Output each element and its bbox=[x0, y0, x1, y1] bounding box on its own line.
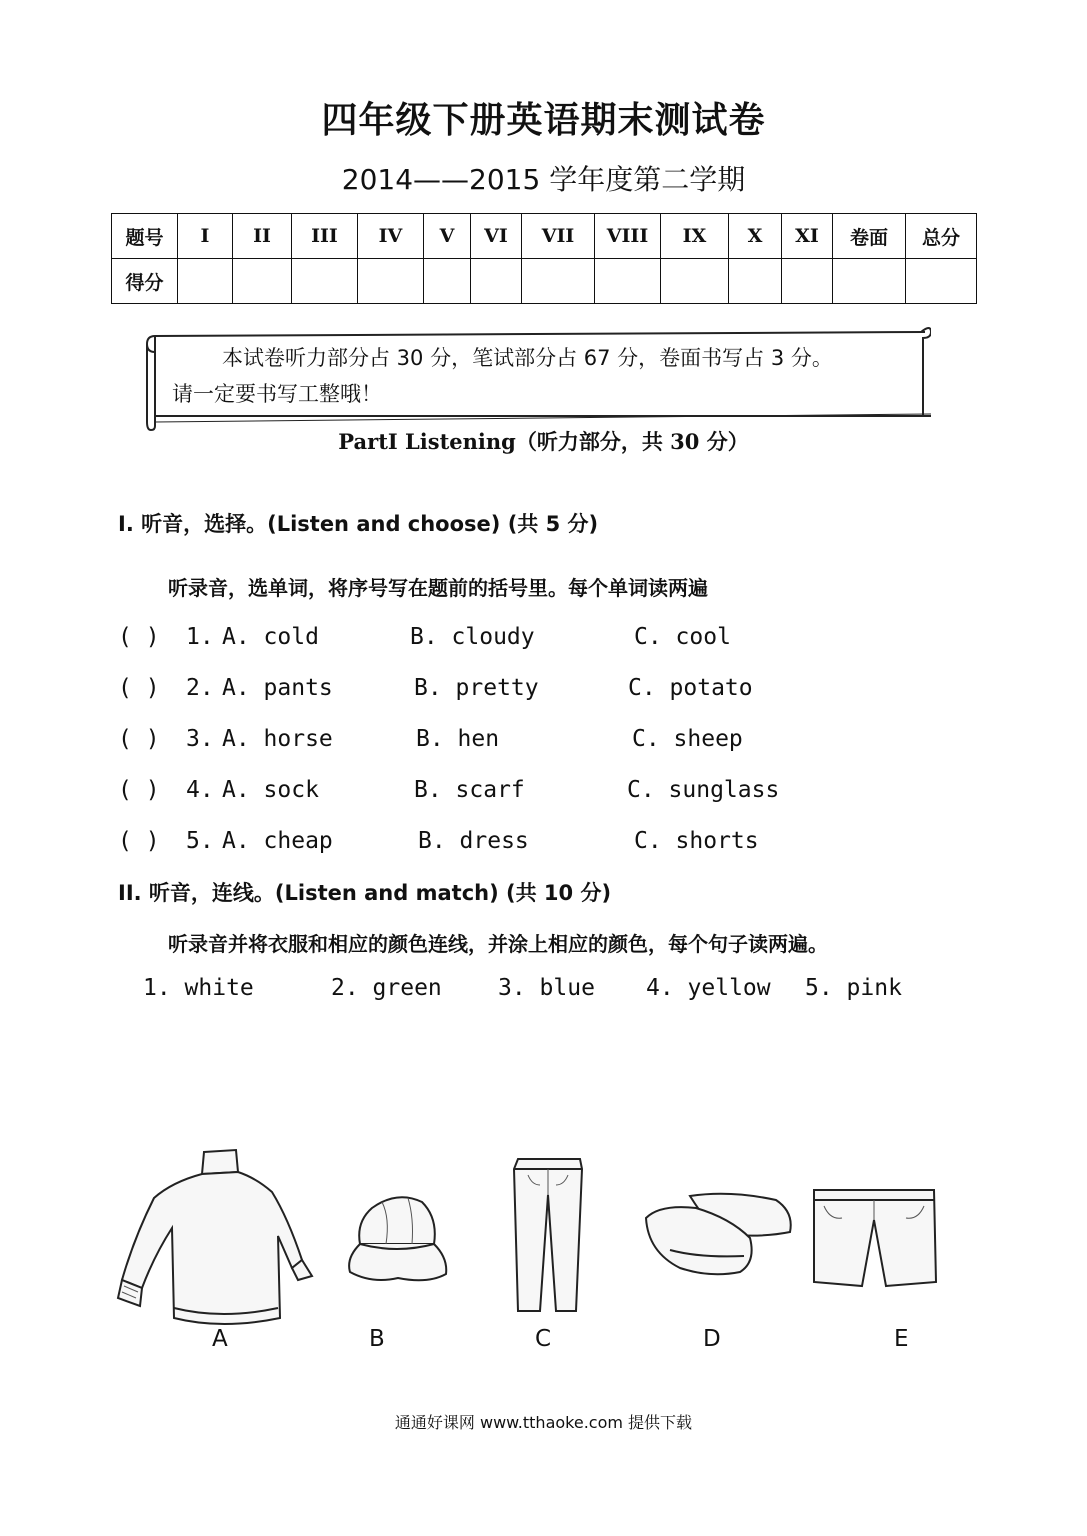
shoes-icon[interactable] bbox=[640, 1188, 796, 1284]
score-column-header: X bbox=[729, 214, 782, 259]
note-line-1: 本试卷听力部分占 30 分，笔试部分占 67 分，卷面书写占 3 分。 bbox=[222, 346, 833, 370]
score-cell[interactable] bbox=[595, 259, 661, 304]
sweater-icon[interactable] bbox=[112, 1148, 322, 1332]
score-column-header: VII bbox=[522, 214, 595, 259]
section-2-heading: II. 听音，连线。(Listen and match) (共 10 分) bbox=[118, 881, 612, 905]
question-row bbox=[0, 726, 1087, 766]
score-table-header-label: 题号 bbox=[112, 214, 178, 259]
score-column-header: IX bbox=[661, 214, 729, 259]
exam-note bbox=[172, 340, 922, 412]
score-cell[interactable] bbox=[522, 259, 595, 304]
option-c: C. sheep bbox=[632, 726, 743, 752]
section-2-instruction: 听录音并将衣服和相应的颜色连线，并涂上相应的颜色，每个句子读两遍。 bbox=[168, 932, 828, 956]
score-cell[interactable] bbox=[358, 259, 424, 304]
option-b: B. cloudy bbox=[410, 624, 535, 650]
score-column-header: XI bbox=[782, 214, 833, 259]
score-cell[interactable] bbox=[424, 259, 471, 304]
score-cell[interactable] bbox=[233, 259, 292, 304]
score-cell[interactable] bbox=[178, 259, 233, 304]
score-cell[interactable] bbox=[782, 259, 833, 304]
color-item[interactable]: 5. pink bbox=[805, 975, 902, 1001]
part-heading: PartⅠ Listening（听力部分，共 30 分） bbox=[338, 429, 749, 454]
answer-bracket[interactable]: ( ) bbox=[118, 777, 160, 803]
picture-label: A bbox=[212, 1326, 228, 1352]
option-a: A. sock bbox=[222, 777, 319, 803]
option-b: B. dress bbox=[418, 828, 529, 854]
question-number: 5. bbox=[186, 828, 214, 854]
question-row bbox=[0, 675, 1087, 715]
picture-label: B bbox=[369, 1326, 385, 1352]
question-number: 3. bbox=[186, 726, 214, 752]
section-1-instruction: 听录音，选单词，将序号写在题前的括号里。每个单词读两遍 bbox=[168, 576, 708, 600]
option-c: C. cool bbox=[634, 624, 731, 650]
picture-label: C bbox=[535, 1326, 552, 1352]
question-number: 2. bbox=[186, 675, 214, 701]
score-cell[interactable] bbox=[906, 259, 977, 304]
option-a: A. cold bbox=[222, 624, 319, 650]
score-column-header: IV bbox=[358, 214, 424, 259]
section-1-heading: Ⅰ. 听音，选择。(Listen and choose) (共 5 分) bbox=[118, 512, 599, 536]
option-c: C. sunglass bbox=[627, 777, 780, 803]
option-b: B. scarf bbox=[414, 777, 525, 803]
question-row bbox=[0, 624, 1087, 664]
score-row-label: 得分 bbox=[112, 259, 178, 304]
color-item[interactable]: 2. green bbox=[331, 975, 442, 1001]
answer-bracket[interactable]: ( ) bbox=[118, 624, 160, 650]
question-row bbox=[0, 828, 1087, 868]
option-a: A. horse bbox=[222, 726, 333, 752]
option-b: B. hen bbox=[416, 726, 500, 752]
score-column-header: I bbox=[178, 214, 233, 259]
score-column-header: 总分 bbox=[906, 214, 977, 259]
score-table-header-row bbox=[112, 214, 977, 259]
color-item[interactable]: 1. white bbox=[143, 975, 254, 1001]
score-cell[interactable] bbox=[729, 259, 782, 304]
score-cell[interactable] bbox=[292, 259, 358, 304]
score-column-header: II bbox=[233, 214, 292, 259]
option-b: B. pretty bbox=[414, 675, 539, 701]
note-line-2: 请一定要书写工整哦！ bbox=[172, 382, 382, 406]
color-item[interactable]: 4. yellow bbox=[646, 975, 771, 1001]
score-cell[interactable] bbox=[661, 259, 729, 304]
option-c: C. shorts bbox=[634, 828, 759, 854]
picture-label: E bbox=[894, 1326, 909, 1352]
score-cell[interactable] bbox=[471, 259, 522, 304]
answer-bracket[interactable]: ( ) bbox=[118, 828, 160, 854]
option-a: A. pants bbox=[222, 675, 333, 701]
option-c: C. potato bbox=[628, 675, 753, 701]
option-a: A. cheap bbox=[222, 828, 333, 854]
score-cell[interactable] bbox=[833, 259, 906, 304]
answer-bracket[interactable]: ( ) bbox=[118, 675, 160, 701]
score-table-score-row bbox=[112, 259, 977, 304]
question-row bbox=[0, 777, 1087, 817]
score-column-header: III bbox=[292, 214, 358, 259]
question-number: 1. bbox=[186, 624, 214, 650]
score-table bbox=[111, 213, 977, 304]
color-item[interactable]: 3. blue bbox=[498, 975, 595, 1001]
score-column-header: V bbox=[424, 214, 471, 259]
page-title: 四年级下册英语期末测试卷 bbox=[321, 100, 766, 141]
score-column-header: VIII bbox=[595, 214, 661, 259]
picture-label: D bbox=[703, 1326, 721, 1352]
footer-text: 通通好课网 www.tthaoke.com 提供下载 bbox=[394, 1413, 693, 1432]
bucket-hat-icon[interactable] bbox=[342, 1188, 452, 1302]
question-number: 4. bbox=[186, 777, 214, 803]
answer-bracket[interactable]: ( ) bbox=[118, 726, 160, 752]
shorts-icon[interactable] bbox=[810, 1186, 938, 1294]
pants-icon[interactable] bbox=[510, 1155, 586, 1319]
score-column-header: VI bbox=[471, 214, 522, 259]
page-subtitle: 2014——2015 学年度第二学期 bbox=[341, 163, 746, 196]
color-list bbox=[0, 975, 1087, 1015]
score-column-header: 卷面 bbox=[833, 214, 906, 259]
